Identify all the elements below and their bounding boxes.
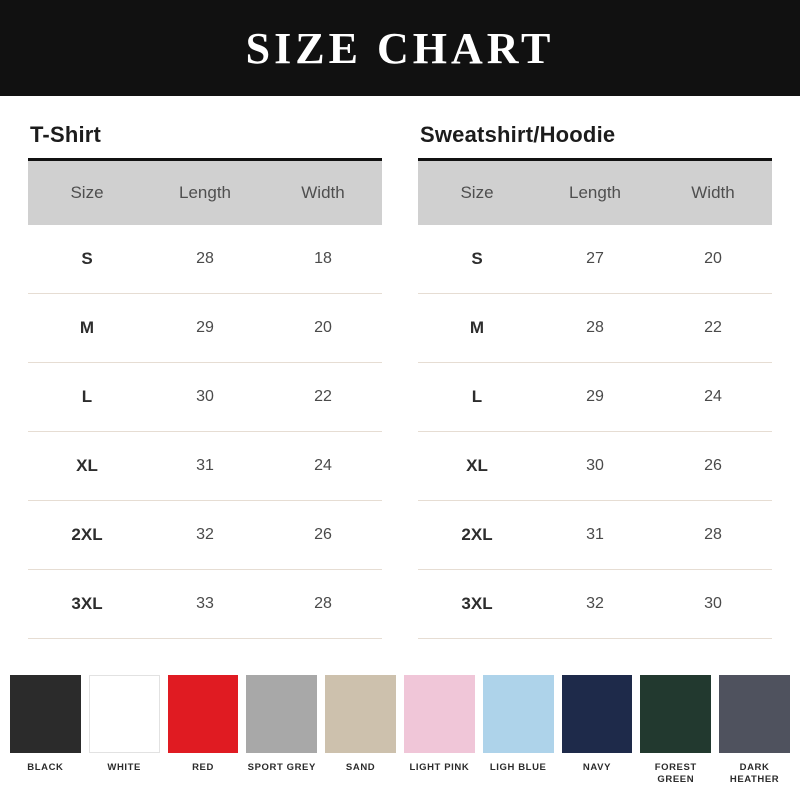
table-row bbox=[418, 294, 772, 363]
cell-length: 28 bbox=[536, 294, 654, 363]
table-row bbox=[418, 363, 772, 432]
cell-length: 31 bbox=[146, 432, 264, 501]
cell-length: 28 bbox=[146, 225, 264, 294]
cell-width: 20 bbox=[264, 294, 382, 363]
table-header-row bbox=[28, 161, 382, 225]
cell-length: 33 bbox=[146, 570, 264, 639]
swatch-label: WHITE bbox=[107, 762, 141, 773]
swatch-sand bbox=[325, 675, 396, 788]
swatch-label: BLACK bbox=[27, 762, 64, 773]
swatch-chip bbox=[168, 675, 239, 753]
table-row bbox=[418, 501, 772, 570]
cell-length: 31 bbox=[536, 501, 654, 570]
cell-width: 28 bbox=[654, 501, 772, 570]
cell-size: M bbox=[418, 294, 536, 363]
sweatshirt-table-head bbox=[418, 161, 772, 225]
cell-size: XL bbox=[28, 432, 146, 501]
column-header-length: Length bbox=[536, 161, 654, 225]
swatch-label: FOREST GREEN bbox=[654, 762, 697, 785]
swatch-label: RED bbox=[192, 762, 214, 773]
swatch-label: LIGH BLUE bbox=[489, 762, 547, 773]
cell-length: 27 bbox=[536, 225, 654, 294]
cell-width: 30 bbox=[654, 570, 772, 639]
cell-width: 22 bbox=[264, 363, 382, 432]
column-header-size: Size bbox=[418, 161, 536, 225]
page-title: SIZE CHART bbox=[245, 23, 555, 73]
tshirt-heading: T-Shirt bbox=[30, 122, 102, 147]
column-header-width: Width bbox=[264, 161, 382, 225]
cell-width: 20 bbox=[654, 225, 772, 294]
swatch-label: SAND bbox=[345, 762, 376, 773]
cell-width: 24 bbox=[264, 432, 382, 501]
swatch-red bbox=[168, 675, 239, 788]
swatch-forest-green bbox=[640, 675, 711, 788]
cell-width: 28 bbox=[264, 570, 382, 639]
table-row bbox=[28, 432, 382, 501]
cell-length: 32 bbox=[146, 501, 264, 570]
swatch-navy bbox=[562, 675, 633, 788]
cell-width: 18 bbox=[264, 225, 382, 294]
cell-length: 30 bbox=[146, 363, 264, 432]
sweatshirt-size-table bbox=[418, 161, 772, 639]
swatch-chip bbox=[246, 675, 317, 753]
cell-length: 30 bbox=[536, 432, 654, 501]
column-header-length: Length bbox=[146, 161, 264, 225]
swatch-chip bbox=[719, 675, 790, 753]
cell-size: S bbox=[418, 225, 536, 294]
table-header-row bbox=[418, 161, 772, 225]
size-tables-container bbox=[0, 96, 800, 639]
column-header-size: Size bbox=[28, 161, 146, 225]
cell-width: 26 bbox=[654, 432, 772, 501]
swatch-chip bbox=[404, 675, 475, 753]
swatch-label: DARK HEATHER bbox=[729, 762, 780, 785]
swatch-chip bbox=[325, 675, 396, 753]
table-row bbox=[418, 225, 772, 294]
swatch-chip bbox=[10, 675, 81, 753]
swatch-black bbox=[10, 675, 81, 788]
table-row bbox=[28, 501, 382, 570]
column-header-width: Width bbox=[654, 161, 772, 225]
tshirt-size-table bbox=[28, 161, 382, 639]
cell-size: L bbox=[418, 363, 536, 432]
swatch-label: SPORT GREY bbox=[247, 762, 316, 773]
color-swatches bbox=[0, 661, 800, 800]
swatch-label: NAVY bbox=[582, 762, 612, 773]
swatch-label: LIGHT PINK bbox=[409, 762, 470, 773]
cell-width: 22 bbox=[654, 294, 772, 363]
cell-size: L bbox=[28, 363, 146, 432]
tshirt-table-body bbox=[28, 225, 382, 639]
cell-length: 29 bbox=[146, 294, 264, 363]
swatch-chip bbox=[89, 675, 160, 753]
page-header bbox=[0, 0, 800, 96]
cell-size: 2XL bbox=[28, 501, 146, 570]
table-row bbox=[28, 294, 382, 363]
swatch-chip bbox=[640, 675, 711, 753]
swatch-light-pink bbox=[404, 675, 475, 788]
cell-size: 2XL bbox=[418, 501, 536, 570]
swatch-dark-heather bbox=[719, 675, 790, 788]
table-row bbox=[28, 570, 382, 639]
cell-size: 3XL bbox=[418, 570, 536, 639]
cell-size: M bbox=[28, 294, 146, 363]
cell-length: 32 bbox=[536, 570, 654, 639]
tshirt-table-head bbox=[28, 161, 382, 225]
table-row bbox=[28, 225, 382, 294]
cell-length: 29 bbox=[536, 363, 654, 432]
table-row bbox=[28, 363, 382, 432]
swatch-light-blue bbox=[483, 675, 554, 788]
cell-size: XL bbox=[418, 432, 536, 501]
swatch-white bbox=[89, 675, 160, 788]
table-row bbox=[418, 432, 772, 501]
cell-width: 26 bbox=[264, 501, 382, 570]
sweatshirt-heading: Sweatshirt/Hoodie bbox=[420, 122, 616, 147]
cell-width: 24 bbox=[654, 363, 772, 432]
cell-size: S bbox=[28, 225, 146, 294]
swatch-sport-grey bbox=[246, 675, 317, 788]
swatch-chip bbox=[562, 675, 633, 753]
tshirt-chart-block bbox=[28, 122, 382, 639]
cell-size: 3XL bbox=[28, 570, 146, 639]
sweatshirt-table-body bbox=[418, 225, 772, 639]
sweatshirt-chart-block bbox=[418, 122, 772, 639]
swatch-chip bbox=[483, 675, 554, 753]
table-row bbox=[418, 570, 772, 639]
